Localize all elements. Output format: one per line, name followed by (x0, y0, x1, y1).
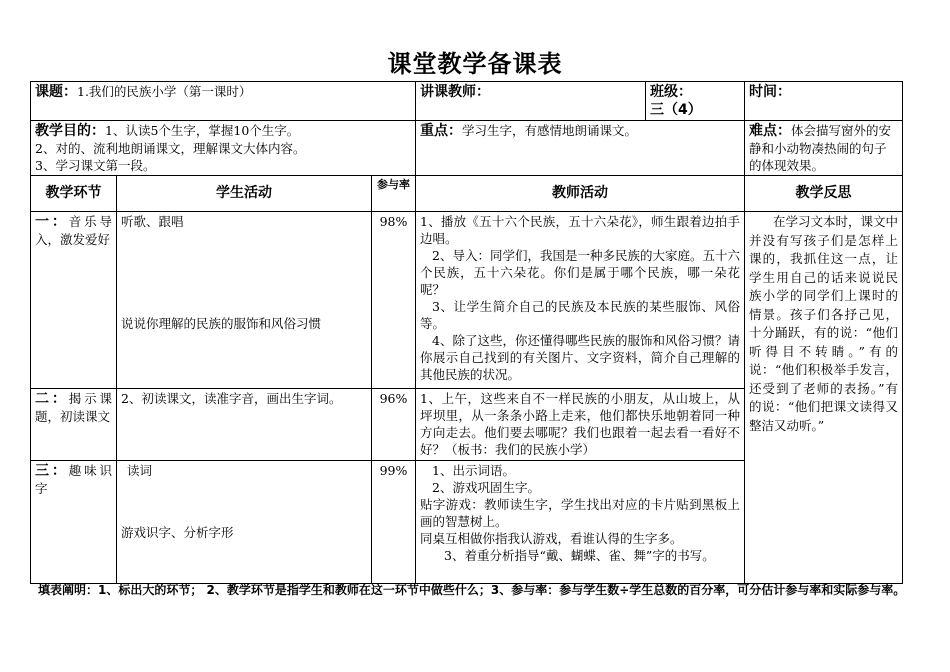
header-row-2 (31, 121, 903, 176)
key-cell (416, 121, 745, 176)
col-student-header: 学生活动 (117, 176, 372, 212)
difficulty-label: 难点： (749, 123, 792, 139)
difficulty-cell (745, 121, 903, 176)
page-title: 课堂教学备课表 (387, 50, 563, 78)
student-1-b: 说说你理解的民族的服饰和风俗习惯 (121, 316, 322, 331)
teacher-3-p5: 3、着重分析指导“戴、蝴蝶、雀、舞”字的书写。 (444, 548, 715, 563)
stage-2 (31, 389, 117, 461)
topic-label: 课题： (35, 84, 77, 100)
rate-1: 98% (372, 212, 416, 389)
stage-1-label: 一： (35, 214, 69, 230)
reflection-text: 在学习文本时，课文中并没有写孩子们是怎样上课的，我抓住这一点，让学生用自己的话来说说民族小学的同学们上课时的情景。孩子们各抒己见，十分踊跃，有的说：“他们听得目不转睛。”有的说：“他们积极举手发言，还受到了老师的表扬。”有的说：“他们把课文读得又整洁又动听。” (749, 214, 899, 433)
stage-2-label: 二： (35, 391, 69, 407)
rate-2: 96% (372, 389, 416, 461)
teacher-1-p2: 2、导入：同学们，我国是一种多民族的大家庭。五十六个民族，五十六朵花。你们是属于哪个民族，哪一朵花呢？ (420, 248, 741, 297)
student-2-a: 2、初读课文，读准字音，画出生字词。 (121, 391, 342, 406)
teacher-label: 讲课教师： (420, 84, 491, 100)
time-label: 时间： (749, 84, 792, 100)
lesson-plan-table (30, 81, 903, 584)
key-label: 重点： (420, 123, 463, 139)
topic-value: 1.我们的民族小学（第一课时） (77, 84, 252, 99)
teacher-1-p4: 4、除了这些，你还懂得哪些民族的服饰和风俗习惯？请你展示自己找到的有关图片、文字资料，简介自己理解的其他民族的状况。 (420, 333, 741, 382)
teacher-3-p2: 2、游戏巩固生字。 (432, 480, 540, 495)
goal-line-2: 2、对的、流利地朗诵课文，理解课文大体内容。 (35, 141, 306, 156)
col-reflection-header: 教学反思 (745, 176, 903, 212)
teacher-1-p1: 1、播放《五十六个民族，五十六朵花》，师生跟着边拍手边唱。 (420, 214, 741, 246)
goal-label: 教学目的： (35, 123, 105, 139)
stage-3-label: 三： (35, 463, 69, 479)
student-2 (117, 389, 372, 461)
stage-3 (31, 461, 117, 584)
rate-3: 99% (372, 461, 416, 584)
teacher-2 (416, 389, 745, 461)
student-3-a: 读词 (127, 463, 153, 478)
col-teacher-header: 教师活动 (416, 176, 745, 212)
topic-cell (31, 82, 416, 121)
teacher-3-p3: 贴字游戏：教师读生字，学生找出对应的卡片贴到黑板上画的智慧树上。 (420, 497, 741, 529)
teacher-3 (416, 461, 745, 584)
footer-note: 填表阐明：1、标出大的环节； 2、教学环节是指学生和教师在这一环节中做些什么；3、参与率：参与学生数÷学生总数的百分率，可分估计参与率和实际参与率。 (38, 583, 906, 597)
stage-1-text: 音乐导入，激发爱好 (35, 214, 112, 247)
student-1 (117, 212, 372, 389)
goal-line-1: 1、认读5个生字，掌握10个生字。 (105, 123, 300, 138)
difficulty-value: 体会描写窗外的安静和小动物凑热闹的句子的体现效果。 (749, 123, 892, 173)
stage-1 (31, 212, 117, 389)
reflection-cell (745, 212, 903, 584)
teacher-cell (416, 82, 646, 121)
col-stage-header: 教学环节 (31, 176, 117, 212)
teacher-3-p4: 同桌互相做你指我认游戏，看谁认得的生字多。 (420, 531, 683, 546)
student-1-a: 听歌、跟唱 (121, 214, 184, 229)
goal-cell (31, 121, 416, 176)
teacher-2-p1: 1、上午，这些来自不一样民族的小朋友，从山坡上，从坪坝里，从一条条小路上走来，他们都快乐地朝着同一种方向走去。他们要去哪呢？我们也跟着一起去看一看好不好？（板书：我们的民族小学） (420, 391, 741, 457)
teacher-3-p1: 1、出示词语。 (432, 463, 515, 478)
class-cell (646, 82, 745, 121)
time-cell (745, 82, 903, 121)
stage-2-text: 揭示课题，初读课文 (35, 391, 112, 424)
key-value: 学习生字，有感情地朗诵课文。 (462, 123, 638, 138)
student-3-b: 游戏识字、分析字形 (121, 525, 234, 540)
header-row-1 (31, 82, 903, 121)
stage-3-text: 趣味识字 (35, 463, 112, 496)
section-row-1 (31, 212, 903, 389)
col-rate-header: 参与率 (372, 176, 416, 212)
goal-line-3: 3、学习课文第一段。 (35, 158, 156, 173)
student-3 (117, 461, 372, 584)
column-header-row (31, 176, 903, 212)
class-value: 三（4） (650, 102, 702, 118)
class-label: 班级： (650, 84, 693, 100)
teacher-1 (416, 212, 745, 389)
teacher-1-p3: 3、让学生简介自己的民族及本民族的某些服饰、风俗等。 (420, 299, 741, 331)
